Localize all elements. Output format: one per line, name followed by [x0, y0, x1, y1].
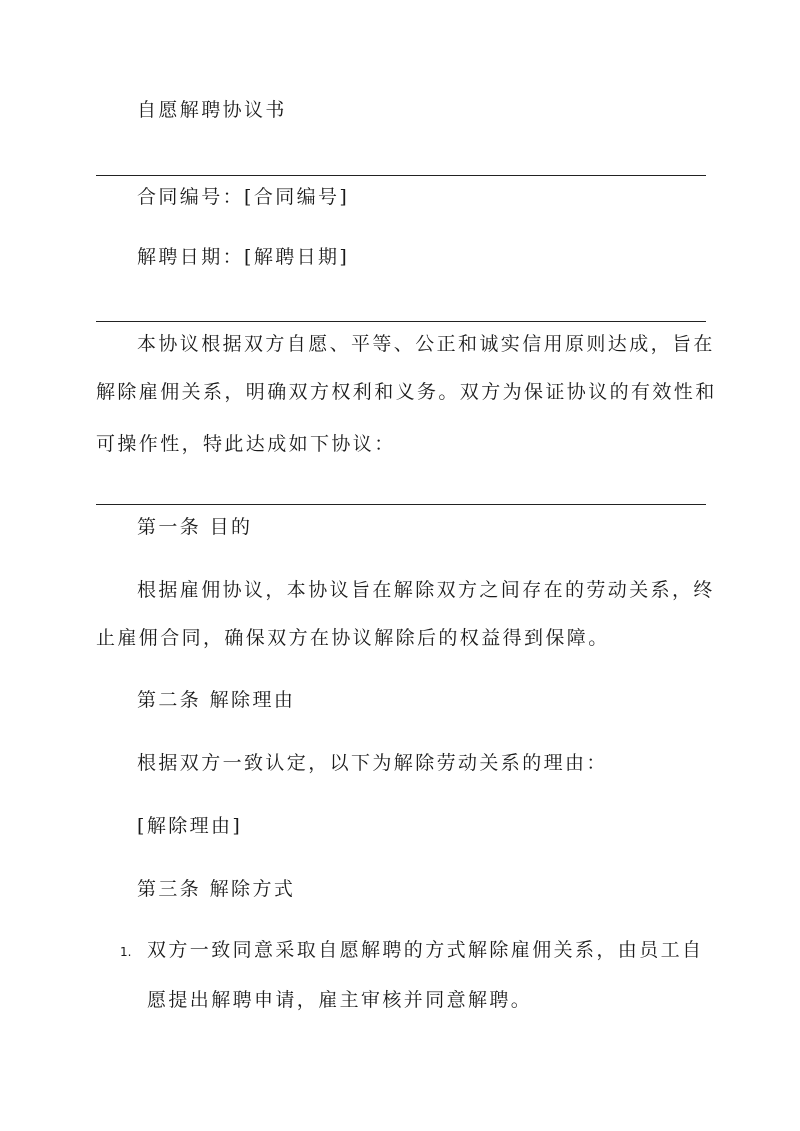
- divider-rule: [96, 175, 706, 176]
- divider-rule: [96, 321, 706, 322]
- article-1-heading: 第一条 目的: [137, 516, 253, 538]
- article-2-body-line: 根据双方一致认定，以下为解除劳动关系的理由：: [137, 752, 608, 774]
- document-title: 自愿解聘协议书: [137, 99, 287, 121]
- list-item-line: 双方一致同意采取自愿解聘的方式解除雇佣关系，由员工自: [147, 939, 704, 961]
- article-2-reason-placeholder: [解除理由]: [137, 815, 243, 837]
- article-1-body-line: 根据雇佣协议，本协议旨在解除双方之间存在的劳动关系，终: [137, 579, 715, 601]
- list-item-line: 愿提出解聘申请，雇主审核并同意解聘。: [147, 989, 533, 1011]
- article-1-body-line: 止雇佣合同，确保双方在协议解除后的权益得到保障。: [96, 627, 610, 649]
- intro-line: 解除雇佣关系，明确双方权利和义务。双方为保证协议的有效性和: [96, 381, 717, 403]
- intro-line: 可操作性，特此达成如下协议：: [96, 433, 396, 455]
- article-2-heading: 第二条 解除理由: [137, 689, 296, 711]
- divider-rule: [96, 504, 706, 505]
- dismissal-date-line: 解聘日期：[解聘日期]: [137, 246, 350, 268]
- list-item-number: 1.: [120, 945, 132, 959]
- article-3-heading: 第三条 解除方式: [137, 878, 296, 900]
- intro-line: 本协议根据双方自愿、平等、公正和诚实信用原则达成，旨在: [137, 333, 715, 355]
- contract-number-line: 合同编号：[合同编号]: [137, 186, 350, 208]
